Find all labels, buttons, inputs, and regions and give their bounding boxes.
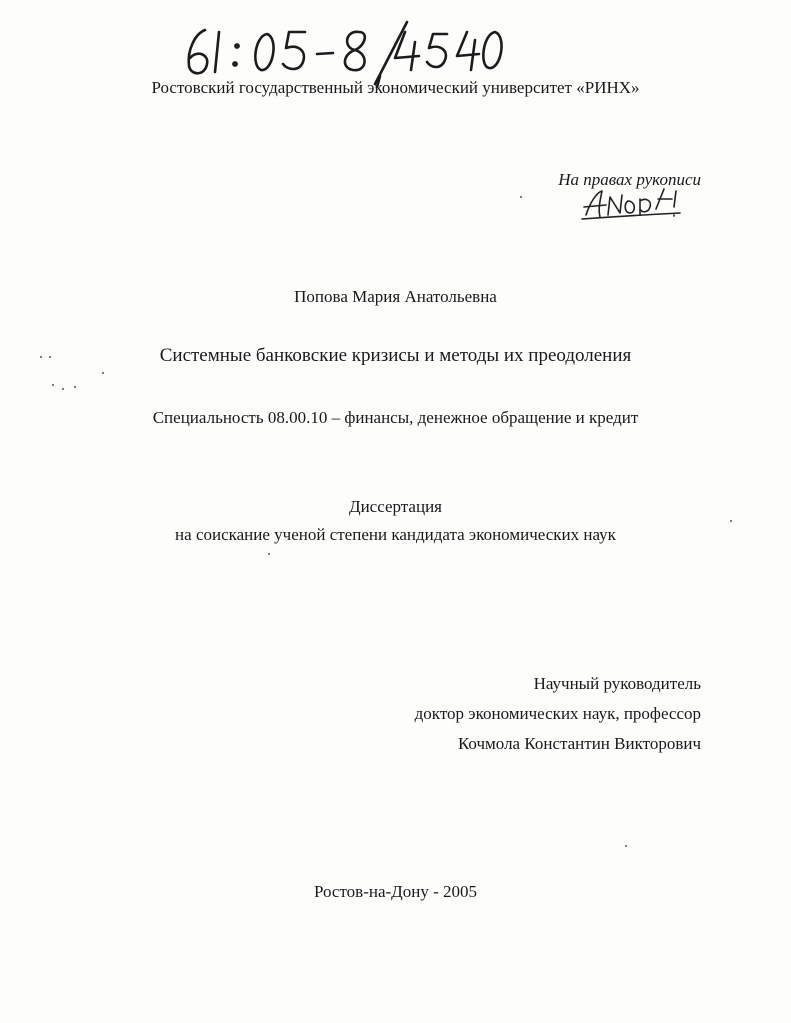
supervisor-credentials: доктор экономических наук, профессор bbox=[414, 704, 701, 723]
scan-speck bbox=[74, 386, 76, 388]
handwritten-catalog-number bbox=[175, 8, 505, 88]
scan-speck bbox=[268, 553, 270, 555]
supervisor-label: Научный руководитель bbox=[533, 674, 701, 693]
scan-speck bbox=[520, 196, 522, 198]
scan-speck bbox=[40, 356, 42, 358]
place-and-year: Ростов-на-Дону - 2005 bbox=[313, 882, 478, 901]
work-type: Диссертация bbox=[348, 497, 442, 516]
supervisor-name: Кочмола Константин Викторович bbox=[457, 734, 701, 753]
scan-speck bbox=[625, 845, 627, 847]
catalog-number-text bbox=[0, 0, 1, 1]
scan-speck bbox=[49, 356, 51, 358]
author-signature bbox=[580, 185, 690, 225]
scan-speck bbox=[102, 372, 104, 374]
dissertation-title: Системные банковские кризисы и методы их преодоления bbox=[159, 345, 632, 366]
university-name: Ростовский государственный экономический университет «РИНХ» bbox=[151, 78, 640, 97]
scan-speck bbox=[52, 384, 54, 386]
degree-line: на соискание ученой степени кандидата экономических наук bbox=[175, 525, 616, 544]
signature-text bbox=[0, 0, 1, 1]
scan-speck bbox=[730, 520, 732, 522]
specialty: Специальность 08.00.10 – финансы, денежное обращение и кредит bbox=[152, 408, 639, 427]
author-name: Попова Мария Анатольевна bbox=[294, 287, 497, 306]
scan-speck bbox=[62, 388, 64, 390]
manuscript-note: На правах рукописи bbox=[558, 170, 701, 189]
